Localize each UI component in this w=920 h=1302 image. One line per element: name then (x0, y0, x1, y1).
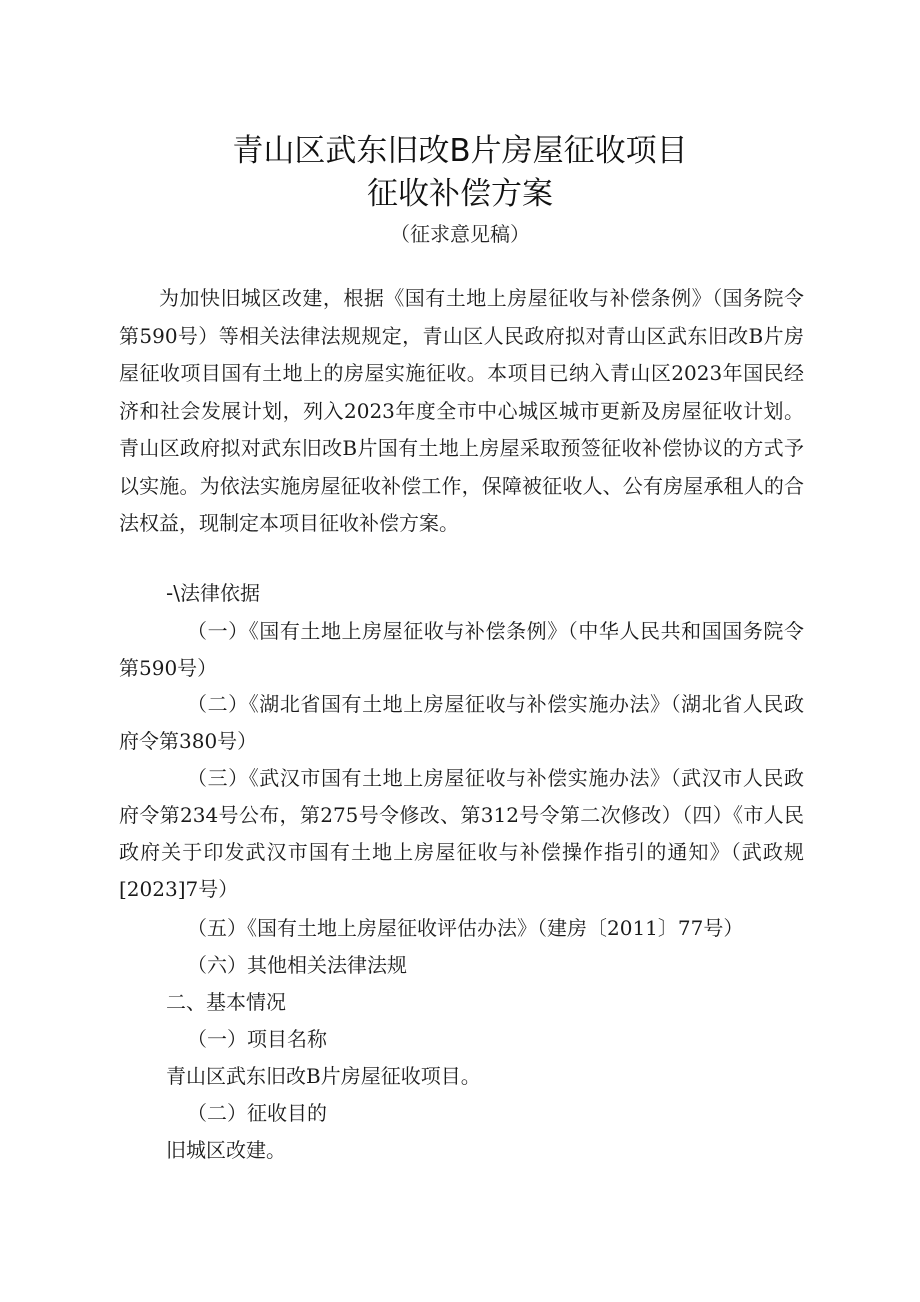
legal-basis-item-6: （六）其他相关法律法规 (187, 953, 407, 977)
project-name-title: （一）项目名称 (187, 1027, 327, 1051)
legal-basis-item-3-4: （三）《武汉市国有土地上房屋征收与补偿实施办法》（武汉市人民政府令第234号公布，第275号令修改、第312号令第二次修改）（四）《市人民政府关于印发武汉市国有土地上房屋征收与补偿操作指引的通知》（武政规[2023]7号） (119, 766, 804, 901)
purpose-text: 旧城区改建。 (166, 1138, 286, 1162)
document-title-line1: 青山区武东旧改B片房屋征收项目 (232, 133, 688, 169)
legal-basis-item-1: （一）《国有土地上房屋征收与补偿条例》（中华人民共和国国务院令第590号） (119, 619, 804, 680)
legal-basis-item-5: （五）《国有土地上房屋征收评估办法》（建房〔2011〕77号） (187, 916, 744, 940)
intro-paragraph: 为加快旧城区改建，根据《国有土地上房屋征收与补偿条例》（国务院令第590号）等相关法律法规规定，青山区人民政府拟对青山区武东旧改B片房屋征收项目国有土地上的房屋实施征收。本项目已纳入青山区2023年国民经济和社会发展计划，列入2023年度全市中心城区城市更新及房屋征收计划。青山区政府拟对武东旧改B片国有土地上房屋采取预签征收补偿协议的方式予以实施。为依法实施房屋征收补偿工作，保障被征收人、公有房屋承租人的合法权益，现制定本项目征收补偿方案。 (119, 286, 804, 535)
section1-heading: -\法律依据 (166, 581, 260, 605)
document-title-line2: 征收补偿方案 (367, 176, 553, 212)
purpose-title: （二）征收目的 (187, 1101, 327, 1125)
section2-heading: 二、基本情况 (166, 990, 286, 1014)
document-subtitle: （征求意见稿） (390, 222, 530, 246)
legal-basis-item-2: （二）《湖北省国有土地上房屋征收与补偿实施办法》（湖北省人民政府令第380号） (119, 692, 804, 753)
project-name-text: 青山区武东旧改B片房屋征收项目。 (166, 1064, 481, 1088)
